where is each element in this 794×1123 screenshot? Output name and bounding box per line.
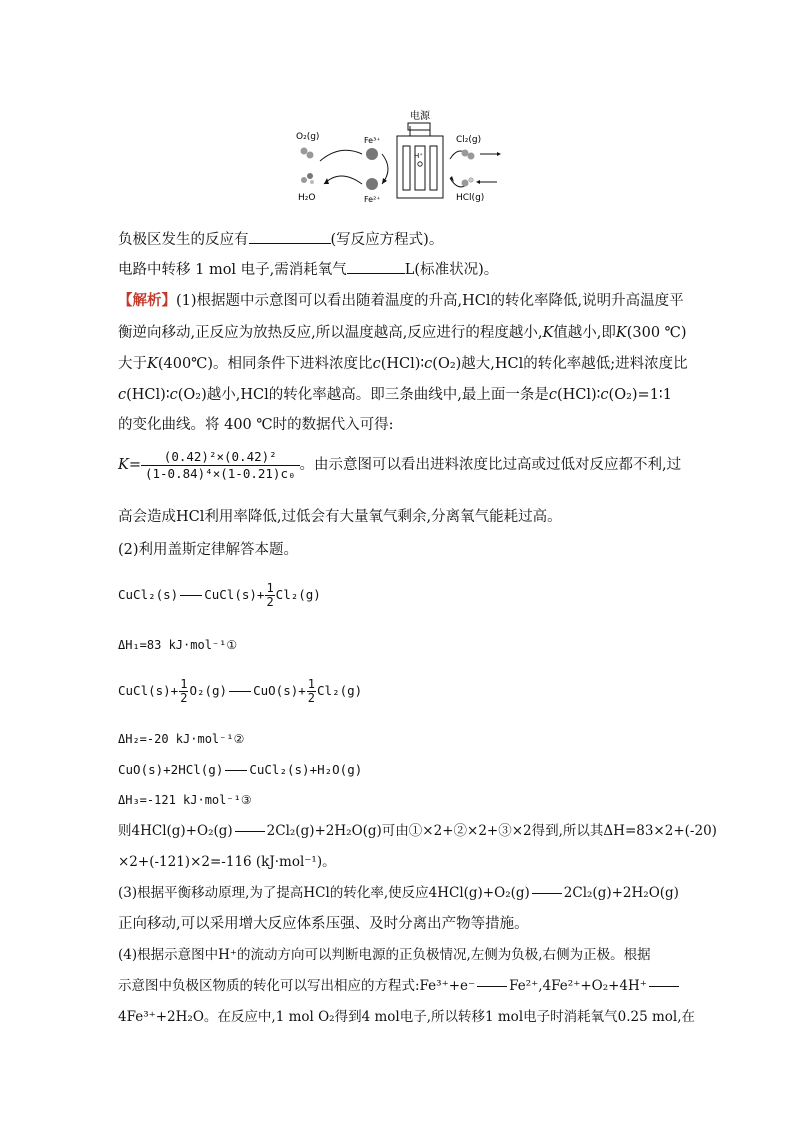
fe2-label: Fe²⁺	[364, 195, 381, 204]
analysis-tag: 【解析】	[118, 292, 176, 309]
question-2: 电路中转移 1 mol 电子,需消耗氧气 L(标准状况)。	[118, 259, 498, 279]
analysis-line-7: 高会造成HCl利用率降低,过低会有大量氧气剩余,分离氧气能耗过高。	[118, 509, 562, 525]
equilibrium-constant-formula: K= $\frac{\text{(0.42)²×(0.42)²}}{\text{(1-0.84)⁴×(1-0.21)c₀}}$ 。由示意图可以看出进料浓度比过高或过低对反应都不利,过	[118, 448, 682, 481]
answer-blank-1	[249, 229, 331, 244]
half-fraction: $\frac{1}{2}$	[307, 677, 316, 705]
analysis-line-2: 衡逆向移动,正反应为放热反应,所以温度越高,反应进行的程度越小,K值越小,即K(300 ℃)	[118, 325, 687, 341]
analysis-p3-line-2: 正向移动,可以采用增大反应体系压强、及时分离出产物等措施。	[118, 916, 529, 932]
half-fraction: $\frac{1}{2}$	[266, 581, 274, 609]
power-label: 电源	[410, 111, 430, 122]
k-fraction: $\frac{\text{(0.42)²×(0.42)²}}{\text{(1-0.84)⁴×(1-0.21)c₀}}$	[141, 449, 300, 482]
enthalpy-2: ΔH₂=-20 kJ·mol⁻¹②	[118, 732, 245, 746]
question-1: 负极区发生的反应有 (写反应方程式)。	[118, 229, 443, 249]
hcl-label: HCl(g)	[456, 193, 485, 203]
enthalpy-3: ΔH₃=-121 kJ·mol⁻¹③	[118, 793, 252, 807]
fe3-ball	[366, 148, 378, 160]
power-source-box	[408, 123, 430, 130]
analysis-p2-line-8: 则4HCl(g)+O₂(g) 2Cl₂(g)+2H₂O(g)可由①×2+②×2+③×2得到,所以其ΔH=83×2+(-20)	[118, 823, 717, 839]
cell-outer	[397, 136, 443, 198]
h2o-label: H₂O	[298, 193, 316, 203]
analysis-p4-line-2: 示意图中负极区物质的转化可以写出相应的方程式:Fe³⁺+e⁻ Fe²⁺,4Fe²⁺+O₂+4H⁺	[118, 977, 681, 995]
analysis-p2-line-1: (2)利用盖斯定律解答本题。	[118, 542, 299, 558]
half-fraction: $\frac{1}{2}$	[180, 677, 188, 705]
electrolysis-diagram	[290, 106, 510, 206]
analysis-line-1: 【解析】(1)根据题中示意图可以看出随着温度的升高,HCl的转化率降低,说明升高温度平	[118, 292, 684, 309]
hplus-label: H⁺	[414, 152, 423, 160]
analysis-p4-line-1: (4)根据示意图中H⁺的流动方向可以判断电源的正负极情况,左侧为负极,右侧为正极。根据	[118, 947, 651, 963]
answer-blank-2	[347, 259, 405, 274]
equation-3: CuO(s)+2HCl(g) CuCl₂(s)+H₂O(g)	[118, 762, 363, 777]
equation-1: CuCl₂(s) CuCl(s)+ $\frac{1}{2}$ Cl₂(g)	[118, 581, 321, 609]
fe3-label: Fe³⁺	[364, 136, 381, 145]
enthalpy-1: ΔH₁=83 kJ·mol⁻¹①	[118, 638, 238, 652]
equation-2: CuCl(s)+ $\frac{1}{2}$ O₂(g) CuO(s)+ $\frac{1}{2}$ Cl₂(g)	[118, 677, 363, 705]
cl2-label: Cl₂(g)	[456, 135, 482, 145]
analysis-p4-line-3: 4Fe³⁺+2H₂O。在反应中,1 mol O₂得到4 mol电子,所以转移1 mol电子时消耗氧气0.25 mol,在	[118, 1009, 696, 1025]
analysis-line-5: 的变化曲线。将 400 ℃时的数据代入可得:	[118, 417, 394, 433]
analysis-p3-line-1: (3)根据平衡移动原理,为了提高HCl的转化率,使反应4HCl(g)+O₂(g) 2Cl₂(g)+2H₂O(g)	[118, 885, 679, 901]
analysis-p2-line-9: ×2+(-121)×2=-116 (kJ·mol⁻¹)。	[118, 854, 336, 870]
analysis-line-4: c(HCl)∶c(O₂)越小,HCl的转化率越高。即三条曲线中,最上面一条是c(HCl)∶c(O₂)=1∶1	[118, 387, 672, 403]
o2-label: O₂(g)	[296, 132, 320, 142]
fe2-ball	[366, 178, 378, 190]
analysis-line-3: 大于K(400℃)。相同条件下进料浓度比c(HCl)∶c(O₂)越大,HCl的转化率越低;进料浓度比	[118, 356, 688, 372]
